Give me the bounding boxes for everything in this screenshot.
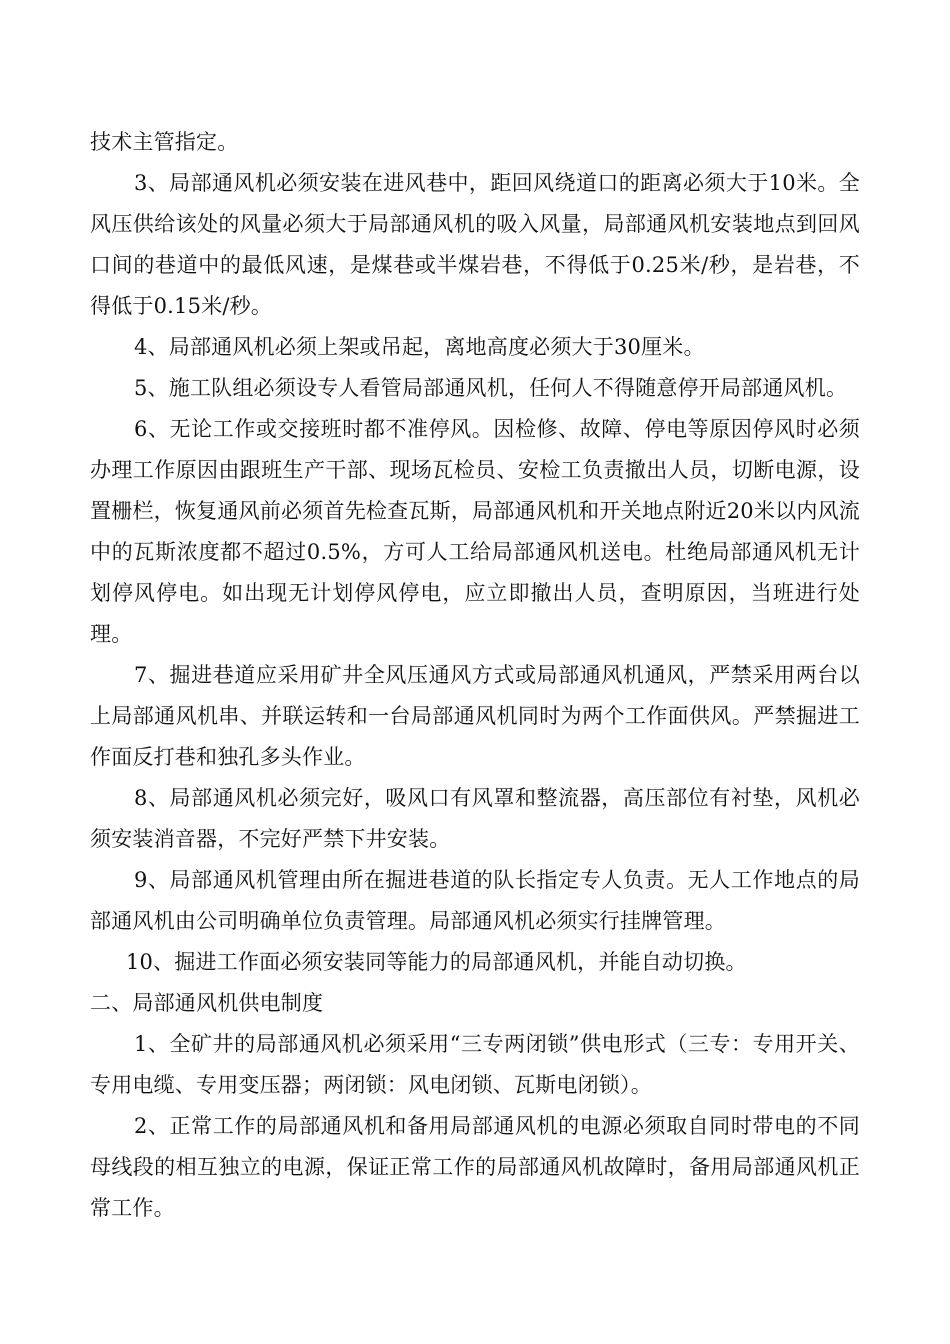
paragraph-supply-1: 1、全矿井的局部通风机必须采用“三专两闭锁”供电形式（三专：专用开关、专用电缆、专用变压器；两闭锁：风电闭锁、瓦斯电闭锁）。 <box>90 1032 860 1097</box>
paragraph-item-9: 9、局部通风机管理由所在掘进巷道的队长指定专人负责。无人工作地点的局部通风机由公司明确单位负责管理。局部通风机必须实行挂牌管理。 <box>90 868 860 933</box>
section-heading: 二、局部通风机供电制度 <box>90 991 324 1015</box>
paragraph-item-3: 3、局部通风机必须安装在进风巷中，距回风绕道口的距离必须大于10米。全风压供给该处的风量必须大于局部通风机的吸入风量，局部通风机安装地点到回风口间的巷道中的最低风速，是煤巷或半煤岩巷，不得低于0.25米/秒，是岩巷，不得低于0.15米/秒。 <box>90 171 860 318</box>
paragraph-item-8: 8、局部通风机必须完好，吸风口有风罩和整流器，高压部位有衬垫，风机必须安装消音器，不完好严禁下井安装。 <box>90 786 860 851</box>
document-page <box>90 122 860 1229</box>
paragraph-item-4: 4、局部通风机必须上架或吊起，离地高度必须大于30厘米。 <box>134 335 705 359</box>
paragraph-item-10: 10、掘进工作面必须安装同等能力的局部通风机，并能自动切换。 <box>126 950 747 974</box>
paragraph-item-6: 6、无论工作或交接班时都不准停风。因检修、故障、停电等原因停风时必须办理工作原因由跟班生产干部、现场瓦检员、安检工负责撤出人员，切断电源，设置栅栏，恢复通风前必须首先检查瓦斯，局部通风机和开关地点附近20米以内风流中的瓦斯浓度都不超过0.5%，方可人工给局部通风机送电。杜绝局部通风机无计划停风停电。如出现无计划停风停电，应立即撤出人员，查明原因，当班进行处理。 <box>90 417 860 646</box>
paragraph-supply-2: 2、正常工作的局部通风机和备用局部通风机的电源必须取自同时带电的不同母线段的相互独立的电源，保证正常工作的局部通风机故障时，备用局部通风机正常工作。 <box>90 1114 860 1220</box>
paragraph-continuation: 技术主管指定。 <box>90 130 239 154</box>
paragraph-item-7: 7、掘进巷道应采用矿井全风压通风方式或局部通风机通风，严禁采用两台以上局部通风机串、并联运转和一台局部通风机同时为两个工作面供风。严禁掘进工作面反打巷和独孔多头作业。 <box>90 663 860 769</box>
paragraph-item-5: 5、施工队组必须设专人看管局部通风机，任何人不得随意停开局部通风机。 <box>134 376 848 400</box>
